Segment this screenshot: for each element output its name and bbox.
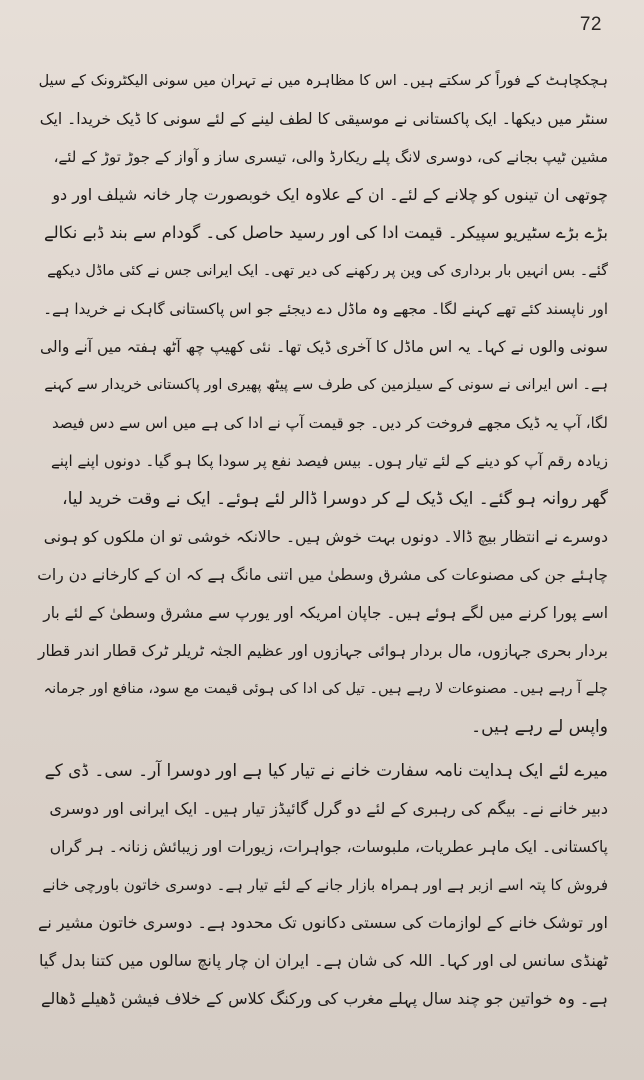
text-line: لگا، آپ یہ ڈیک مجھے فروخت کر دیں۔ جو قیمت آپ نے ادا کی ہے میں اس سے دس فیصد <box>52 414 608 432</box>
paragraph-1 <box>36 62 608 746</box>
paragraph-2 <box>36 752 608 1018</box>
text-line: سنٹر میں دیکھا۔ ایک پاکستانی نے موسیقی کا لطف لینے کے لئے سونی کا ڈیک خریدا۔ ایک <box>39 110 608 128</box>
text-line: دبیر خانے نے۔ بیگم کی رہبری کے لئے دو گرل گائیڈز تیار ہیں۔ ایک ایرانی اور دوسری <box>49 799 608 818</box>
text-line: چاہئے جن کی مصنوعات کی مشرق وسطیٰ میں اتنی مانگ ہے کہ ان کے کارخانے دن رات <box>37 566 608 584</box>
text-line: پاکستانی۔ ایک ماہر عطریات، ملبوسات، جواہرات، زیورات اور زیبائش زنانہ۔ ہر گراں <box>49 838 608 856</box>
page-text <box>36 62 608 1018</box>
text-line: میرے لئے ایک ہدایت نامہ سفارت خانے نے تیار کیا ہے اور دوسرا آر۔ سی۔ ڈی کے <box>44 761 608 781</box>
text-line: مشین ٹیپ بجانے کی، دوسری لانگ پلے ریکارڈ والی، تیسری ساز و آواز کے جوڑ توڑ کے لئے، <box>53 148 608 166</box>
text-line: فروش کا پتہ اسے ازبر ہے اور ہمراہ بازار جانے کے لئے تیار ہے۔ دوسری خاتون باورچی خانے <box>42 876 608 894</box>
text-line: ہے۔ اس ایرانی نے سونی کے سیلزمین کی طرف سے پیٹھ پھیری اور پاکستانی خریدار سے کہنے <box>44 377 608 393</box>
text-line: اور ناپسند کئے تھے کہنے لگا۔ مجھے وہ ماڈل دے دیجئے جو اس پاکستانی گاہک نے خریدا ہے۔ <box>43 300 608 318</box>
text-line: سونی والوں نے کہا۔ یہ اس ماڈل کا آخری ڈیک تھا۔ نئی کھیپ چھ آٹھ ہفتہ میں آنے والی <box>39 338 608 356</box>
text-line: گھر روانہ ہو گئے۔ ایک ڈیک لے کر دوسرا ڈالر لئے ہوئے۔ ایک نے وقت خرید لیا، <box>62 489 608 509</box>
page-number: 72 <box>579 14 602 35</box>
text-line: چوتھی ان تینوں کو چلانے کے لئے۔ ان کے علاوہ ایک خوبصورت چار خانہ شیلف اور دو <box>52 185 608 204</box>
text-line: ٹھنڈی سانس لی اور کہا۔ اللہ کی شان ہے۔ ایران ان چار پانچ سالوں میں کتنا بدل گیا <box>38 951 608 970</box>
text-line: واپس لے رہے ہیں۔ <box>471 717 608 737</box>
text-line: اور توشک خانے کے لوازمات کی سستی دکانوں تک محدود ہے۔ دوسری خاتون مشیر نے <box>37 913 608 932</box>
text-line: اسے پورا کرنے میں لگے ہوئے ہیں۔ جاپان امریکہ اور یورپ سے مشرق وسطیٰ کے لئے بار <box>43 604 608 622</box>
text-line: دوسرے نے انتظار بیچ ڈالا۔ دونوں بہت خوش ہیں۔ حالانکہ خوشی تو ان ملکوں کو ہونی <box>43 528 608 546</box>
text-line: چلے آ رہے ہیں۔ مصنوعات لا رہے ہیں۔ تیل کی ادا کی ہوئی قیمت مع سود، منافع اور جرمانہ <box>43 681 608 697</box>
text-line: ہے۔ وہ خواتین جو چند سال پہلے مغرب کی ورکنگ کلاس کے خلاف فیشن ڈھیلے ڈھالے <box>41 989 608 1008</box>
text-line: بردار بحری جہازوں، مال بردار ہوائی جہازوں اور عظیم الجثہ ٹریلر ٹرک قطار اندر قطار <box>37 642 608 660</box>
text-line: زیادہ رقم آپ کو دینے کے لئے تیار ہوں۔ بیس فیصد نفع پر سودا پکا ہو گیا۔ دونوں اپنے اپنے <box>50 452 608 470</box>
text-line: بڑے بڑے سٹیریو سپیکر۔ قیمت ادا کی اور رسید حاصل کی۔ گودام سے بند ڈبے نکالے <box>43 223 608 242</box>
text-line: گئے۔ بس انہیں بار برداری کی وین پر رکھنے کی دیر تھی۔ ایک ایرانی جس نے کئی ماڈل دیکھے <box>47 263 608 279</box>
text-line: ہچکچاہٹ کے فوراً کر سکتے ہیں۔ اس کا مظاہرہ میں نے تہران میں سونی الیکٹرونک کے سیل <box>38 73 608 89</box>
